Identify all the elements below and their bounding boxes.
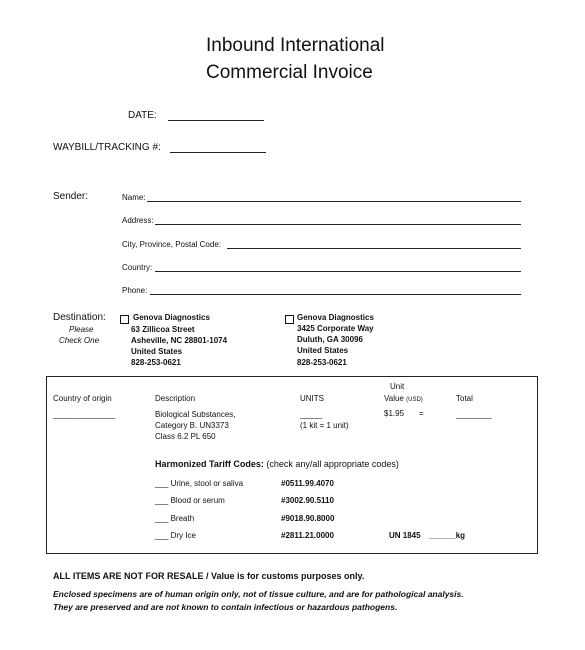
header-description: Description <box>155 394 196 403</box>
item-units-field[interactable]: _____ <box>300 410 323 419</box>
item-equals: = <box>419 409 424 418</box>
destination-asheville-city: Asheville, NC 28801-1074 <box>131 336 228 345</box>
destination-duluth-name: Genova Diagnostics <box>297 313 374 322</box>
sender-address-label: Address: <box>122 216 154 225</box>
destination-note-check-one: Check One <box>59 336 100 345</box>
tariff-row-blood-label[interactable]: ___ Blood or serum <box>155 496 225 505</box>
footer-pathogen-notice: They are preserved and are not known to contain infectious or hazardous pathogens. <box>53 602 398 612</box>
tariff-row-blood-code: #3002.90.5110 <box>281 496 334 505</box>
tariff-heading-bold: Harmonized Tariff Codes: <box>155 459 264 469</box>
date-label: DATE: <box>128 110 157 121</box>
destination-duluth-city: Duluth, GA 30096 <box>297 335 363 344</box>
destination-duluth-street: 3425 Corporate Way <box>297 324 374 333</box>
sender-phone-field[interactable] <box>150 294 521 295</box>
tariff-row-dry-ice-code: #2811.21.0000 <box>281 531 334 540</box>
tariff-row-urine-code: #0511.99.4070 <box>281 479 334 488</box>
item-unit-price: $1.95 <box>384 409 405 418</box>
destination-asheville-phone: 828-253-0621 <box>131 358 181 367</box>
header-total: Total <box>456 394 473 403</box>
invoice-title-line2: Commercial Invoice <box>206 62 373 83</box>
tariff-heading <box>155 459 399 469</box>
destination-label: Destination: <box>53 312 106 323</box>
tariff-row-breath-code: #9018.90.8000 <box>281 514 335 523</box>
sender-city-label: City, Province, Postal Code: <box>122 240 222 249</box>
destination-asheville-checkbox[interactable] <box>120 315 129 324</box>
item-total-field[interactable]: ________ <box>456 410 492 419</box>
footer-specimen-notice: Enclosed specimens are of human origin only, not of tissue culture, and are for pathological analysis. <box>53 589 464 599</box>
sender-city-field[interactable] <box>227 248 521 249</box>
date-field[interactable] <box>168 120 264 121</box>
item-description-line1: Biological Substances, <box>155 410 236 419</box>
destination-duluth-checkbox[interactable] <box>285 315 294 324</box>
sender-name-field[interactable] <box>147 201 521 202</box>
sender-country-label: Country: <box>122 263 153 272</box>
destination-asheville-street: 63 Zillicoa Street <box>131 325 195 334</box>
item-description-line3: Class 6.2 PL 650 <box>155 432 216 441</box>
tariff-row-dry-ice-label[interactable]: ___ Dry Ice <box>155 531 196 540</box>
item-units-note: (1 kit = 1 unit) <box>300 421 349 430</box>
item-origin-field[interactable]: ______________ <box>53 410 116 419</box>
destination-asheville-country: United States <box>131 347 183 356</box>
waybill-field[interactable] <box>170 152 266 153</box>
tariff-heading-note: (check any/all appropriate codes) <box>263 459 399 469</box>
tariff-row-urine-label[interactable]: ___ Urine, stool or saliva <box>155 479 244 488</box>
un-1845-label: UN 1845 <box>389 531 421 540</box>
sender-address-field[interactable] <box>155 224 521 225</box>
header-units: UNITS <box>300 394 324 403</box>
header-country-of-origin: Country of origin <box>53 394 112 403</box>
item-description-line2: Category B. UN3373 <box>155 421 229 430</box>
destination-note-please: Please <box>69 325 94 334</box>
header-unit-value-currency: (USD) <box>406 397 423 403</box>
invoice-title-line1: Inbound International <box>206 35 385 56</box>
destination-duluth-phone: 828-253-0621 <box>297 358 347 367</box>
header-unit-value-word: Value <box>384 394 404 403</box>
destination-asheville-name: Genova Diagnostics <box>133 313 210 322</box>
sender-name-label: Name: <box>122 193 146 202</box>
tariff-row-breath-label[interactable]: ___ Breath <box>155 514 195 523</box>
header-unit-value-2 <box>384 394 423 403</box>
sender-phone-label: Phone: <box>122 286 148 295</box>
sender-country-field[interactable] <box>155 271 521 272</box>
header-unit-value-1: Unit <box>390 382 405 391</box>
sender-label: Sender: <box>53 191 89 202</box>
waybill-label: WAYBILL/TRACKING #: <box>53 142 161 153</box>
destination-duluth-country: United States <box>297 346 349 355</box>
dry-ice-kg-field[interactable]: ______kg <box>429 531 466 540</box>
footer-resale-notice: ALL ITEMS ARE NOT FOR RESALE / Value is for customs purposes only. <box>53 571 365 581</box>
